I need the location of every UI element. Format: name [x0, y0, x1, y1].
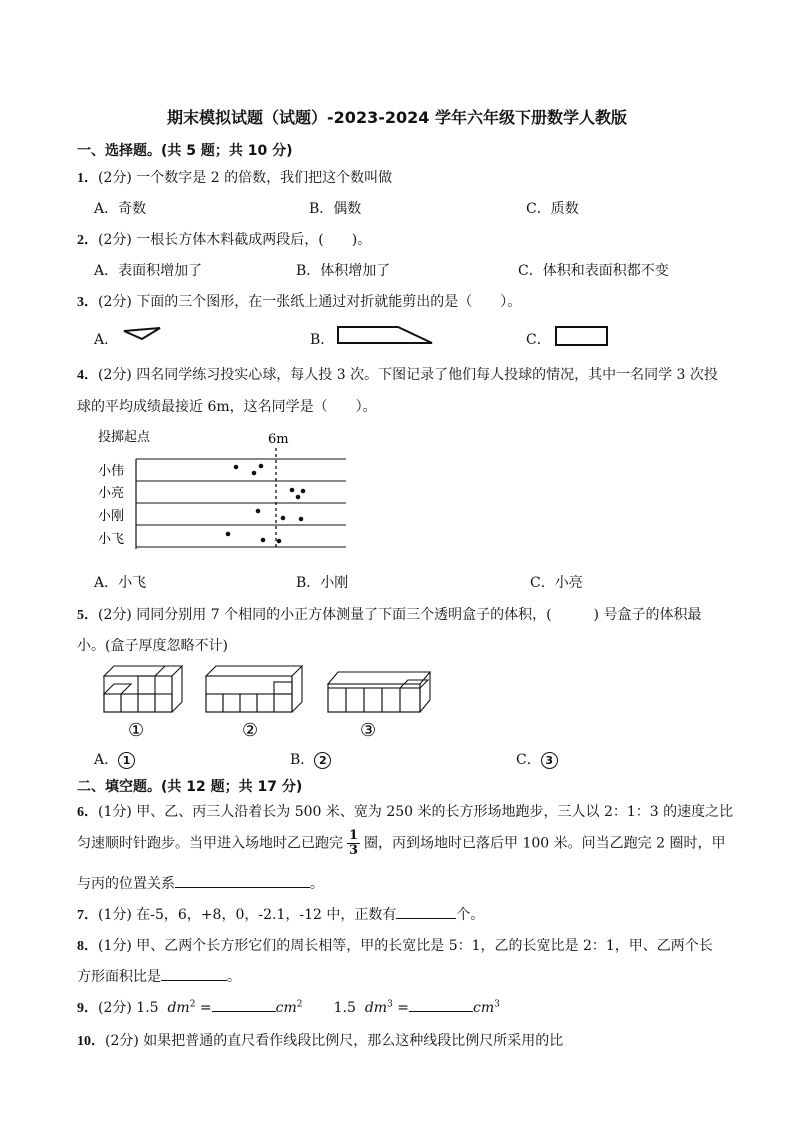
box-3-figure: [324, 662, 434, 742]
q5-option-a[interactable]: [94, 749, 135, 769]
throw-dot: [226, 532, 231, 537]
trapezoid-shape: [336, 324, 436, 346]
q4-option-b[interactable]: B．小刚: [296, 575, 349, 591]
q2-option-a[interactable]: A．表面积增加了: [94, 263, 203, 279]
throw-dot: [301, 489, 306, 494]
fraction-numerator: 1: [349, 828, 359, 843]
question-number: 4．: [77, 368, 98, 383]
throw-dot: [252, 471, 257, 476]
q4-option-a[interactable]: A．小飞: [94, 575, 147, 591]
q2-option-c[interactable]: C．体积和表面积都不变: [518, 263, 669, 279]
question-text: 圈，丙到场地时已落后甲 100 米。问当乙跑完 2 圈时，甲: [364, 835, 726, 852]
section-heading-fill: 二、填空题。(共 12 题；共 17 分): [77, 779, 303, 795]
throw-dot: [261, 538, 266, 543]
question-4-line-2: 球的平均成绩最接近 6m，这名同学是（ ）。: [77, 399, 377, 415]
throw-dot: [299, 517, 304, 522]
question-3: [77, 291, 521, 311]
q3-option-c[interactable]: C．: [526, 332, 551, 348]
question-number: 1．: [77, 171, 98, 186]
option-letter: C．: [516, 752, 541, 768]
section-heading-choice: 一、选择题。(共 5 题；共 10 分): [77, 143, 293, 159]
equals: =: [397, 1000, 409, 1016]
question-5-line-2: 小。(盒子厚度忽略不计): [77, 638, 228, 654]
question-2: [77, 229, 371, 249]
question-8-line-2: [77, 966, 241, 986]
question-10: [77, 1030, 563, 1050]
q1-option-a[interactable]: A．奇数: [94, 201, 147, 217]
exponent: 2: [296, 999, 303, 1010]
box-label: ①: [128, 720, 145, 741]
throw-dot: [234, 465, 239, 470]
box-label: ③: [360, 720, 377, 741]
question-1: [77, 167, 392, 187]
question-7: [77, 904, 484, 924]
circled-number: 2: [314, 752, 331, 769]
equals: =: [199, 1000, 212, 1016]
circled-number: 1: [118, 752, 135, 769]
exponent: 3: [494, 999, 500, 1010]
option-letter: A．: [94, 752, 119, 768]
rectangle-shape: [554, 325, 610, 347]
throw-dot: [256, 509, 261, 514]
lane-name: 小飞: [98, 532, 125, 547]
triangle-shape: [122, 325, 162, 341]
question-number: 6．: [77, 805, 98, 820]
q1-option-c[interactable]: C．质数: [526, 201, 579, 217]
answer-blank[interactable]: [409, 997, 473, 1012]
exponent: 3: [387, 999, 393, 1010]
question-number: 10．: [77, 1034, 105, 1049]
question-text: (2分) 1.5: [98, 1000, 159, 1016]
q1-option-b[interactable]: B．偶数: [309, 201, 362, 217]
q4-option-c[interactable]: C．小亮: [530, 575, 583, 591]
lane-name: 小刚: [98, 509, 125, 524]
answer-blank[interactable]: [161, 966, 227, 981]
q3-option-b[interactable]: B．: [310, 332, 335, 348]
unit: dm: [167, 1000, 190, 1016]
question-number: 2．: [77, 233, 98, 248]
answer-blank[interactable]: [396, 904, 456, 919]
question-text: 。: [310, 876, 324, 892]
lane-name: 小亮: [98, 486, 125, 501]
question-9: [77, 997, 500, 1017]
question-6: [77, 801, 733, 821]
box-1-figure: [100, 662, 186, 742]
question-text: (2分) 如果把普通的直尺看作线段比例尺，那么这种线段比例尺所采用的比: [105, 1033, 564, 1049]
start-label: 投掷起点: [98, 430, 151, 445]
question-6-line-2: [77, 829, 725, 858]
question-text: 个。: [456, 907, 485, 923]
question-text: (1分) 在-5，6，+8，0，-2.1，-12 中，正数有: [98, 907, 397, 923]
unit: cm: [275, 1000, 297, 1016]
question-text: (2分) 一个数字是 2 的倍数，我们把这个数叫做: [98, 170, 393, 186]
six-meter-label: 6m: [268, 432, 289, 447]
throw-dot: [290, 488, 295, 493]
throw-diagram: [90, 424, 360, 554]
question-text-line-1: (2分) 四名同学练习投实心球，每人投 3 次。下图记录了他们每人投球的情况，其中一名同学 3 次投: [98, 367, 718, 383]
option-letter: B．: [290, 752, 315, 768]
throw-dot: [296, 495, 301, 500]
question-8: [77, 935, 713, 955]
question-number: 8．: [77, 939, 98, 954]
question-number: 9．: [77, 1001, 98, 1016]
question-number: 3．: [77, 295, 98, 310]
question-text: (2分) 一根长方体木料截成两段后，( )。: [98, 232, 372, 248]
q5-option-c[interactable]: [516, 749, 558, 769]
q2-option-b[interactable]: B．体积增加了: [296, 263, 391, 279]
answer-blank[interactable]: [175, 873, 310, 888]
circled-number: 3: [541, 752, 558, 769]
throw-dot: [281, 516, 286, 521]
question-text-line-1: (2分) 同同分别用 7 个相同的小正方体测量了下面三个透明盒子的体积，( ) 号盒子的体积最: [98, 607, 702, 623]
question-text: 1.5: [333, 1000, 356, 1016]
throw-dot: [259, 464, 264, 469]
question-text-line-1: (1分) 甲、乙两个长方形它们的周长相等，甲的长宽比是 5：1，乙的长宽比是 2：1，甲、乙两个长: [98, 938, 713, 954]
question-number: 7．: [77, 908, 98, 923]
page-title: 期末模拟试题（试题）-2023-2024 学年六年级下册数学人教版: [167, 108, 627, 127]
question-text: (2分) 下面的三个图形，在一张纸上通过对折就能剪出的是（ ）。: [98, 294, 522, 310]
question-5: [77, 604, 701, 624]
question-text: 与丙的位置关系: [77, 876, 175, 892]
question-4: [77, 364, 718, 384]
question-6-line-3: [77, 873, 324, 893]
lane-name: 小伟: [98, 464, 125, 479]
q3-option-a[interactable]: A．: [94, 332, 119, 348]
throw-dot: [277, 539, 282, 544]
exponent: 2: [189, 999, 196, 1010]
q5-option-b[interactable]: [290, 749, 331, 769]
question-number: 5．: [77, 608, 98, 623]
fraction-denominator: 3: [349, 843, 359, 858]
box-label: ②: [242, 720, 259, 741]
question-text: 方形面积比是: [77, 969, 161, 985]
answer-blank[interactable]: [212, 997, 276, 1012]
fraction: [347, 829, 360, 858]
box-2-figure: [202, 662, 306, 742]
question-text: 。: [227, 969, 241, 985]
question-text: 匀速顺时针跑步。当甲进入场地时乙已跑完: [77, 835, 343, 852]
unit: dm: [364, 1000, 388, 1016]
unit: cm: [472, 1000, 495, 1016]
question-text-line-1: (1分) 甲、乙、丙三人沿着长为 500 米、宽为 250 米的长方形场地跑步，三人以 2：1：3 的速度之比: [98, 804, 734, 820]
